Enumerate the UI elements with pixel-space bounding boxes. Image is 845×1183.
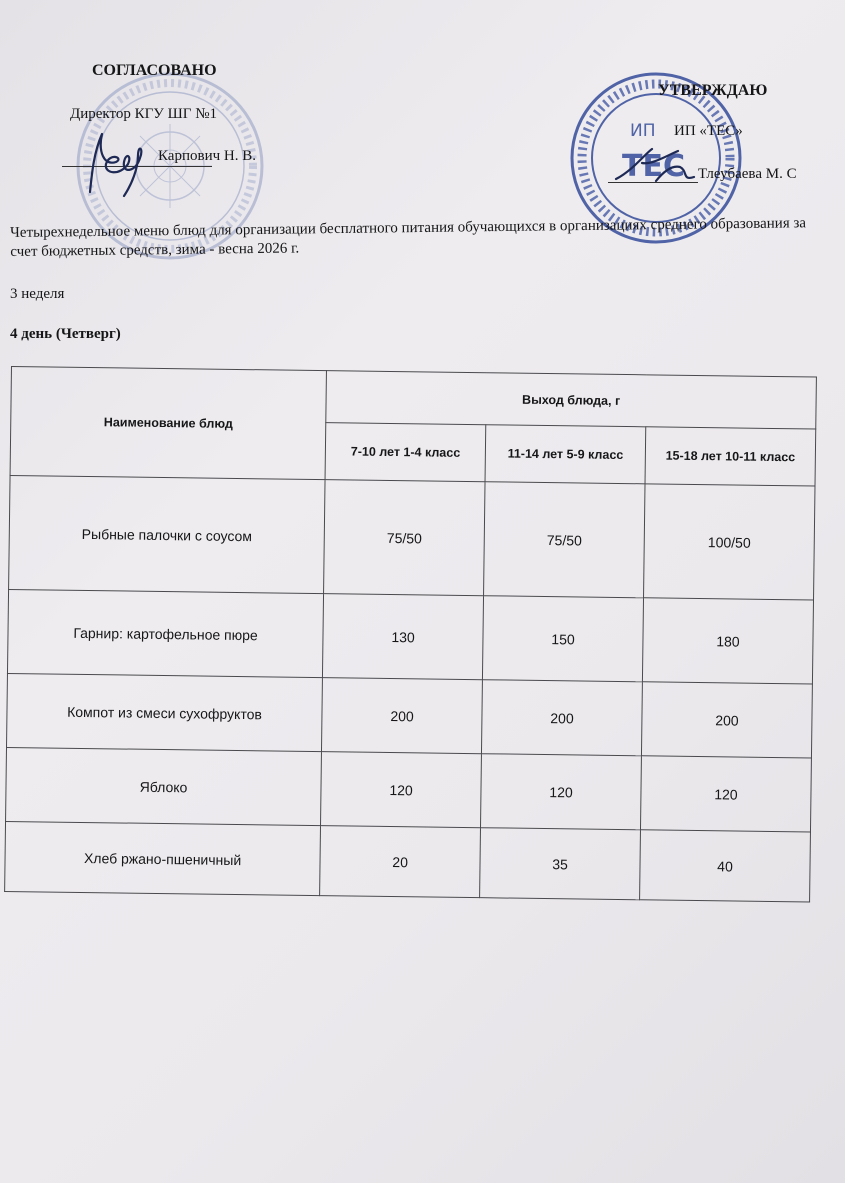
approved-title: СОГЛАСОВАНО (92, 62, 217, 79)
portion-value: 100/50 (644, 484, 815, 600)
week-label: 3 неделя (10, 286, 65, 302)
director-position: Директор КГУ ШГ №1 (70, 106, 218, 122)
table-row (9, 475, 815, 600)
portion-value: 180 (642, 598, 813, 684)
dish-name: Гарнир: картофельное пюре (7, 589, 323, 677)
svg-text:ИП: ИП (630, 121, 656, 141)
portion-value: 120 (641, 756, 812, 832)
dish-name: Рыбные палочки с соусом (9, 475, 326, 593)
portion-value: 40 (640, 830, 811, 902)
portion-value: 75/50 (324, 480, 485, 596)
approve-title: УТВЕРЖДАЮ (658, 82, 768, 99)
dish-name: Яблоко (6, 747, 322, 825)
dish-name: Хлеб ржано-пшеничный (5, 821, 321, 895)
portion-value: 200 (322, 678, 483, 754)
portion-value: 130 (323, 594, 484, 680)
dish-name-header: Наименование блюд (10, 367, 327, 480)
portion-value: 120 (321, 752, 482, 828)
portion-value: 150 (483, 596, 644, 682)
company-name: ИП «ТЕС» (674, 123, 743, 139)
signature-right (612, 141, 712, 191)
dish-name: Компот из смеси сухофруктов (7, 673, 323, 751)
table-row (7, 589, 813, 684)
menu-table (4, 366, 817, 903)
director-name: Карпович Н. В. (158, 148, 256, 164)
portion-value: 75/50 (484, 482, 645, 598)
day-label: 4 день (Четверг) (10, 326, 121, 342)
signature-line-right (608, 182, 698, 183)
portion-value: 35 (480, 828, 641, 900)
age-header-3: 15-18 лет 10-11 класс (645, 427, 816, 486)
table-header-row (11, 367, 817, 430)
portion-value: 120 (481, 754, 642, 830)
approval-block-left (62, 60, 312, 230)
portion-value: 20 (320, 826, 481, 898)
table-row (5, 821, 811, 902)
svg-text:ТЕС: ТЕС (622, 149, 685, 184)
output-header: Выход блюда, г (326, 371, 816, 429)
portion-value: 200 (482, 680, 643, 756)
menu-table-container (4, 366, 817, 903)
signature-left (80, 122, 170, 202)
portion-value: 200 (641, 682, 812, 758)
age-header-1: 7-10 лет 1-4 класс (325, 423, 486, 482)
age-header-2: 11-14 лет 5-9 класс (485, 425, 646, 484)
signature-line-left (62, 166, 212, 167)
company-head-name: Тлеубаева М. С (698, 166, 797, 182)
menu-description: Четырехнедельное меню блюд для организации бесплатного питания обучающихся в организациях среднего образования за счет бюджетных средств, зима - весна 2026 г. (10, 215, 807, 260)
table-row (6, 747, 812, 832)
table-row (7, 673, 813, 758)
